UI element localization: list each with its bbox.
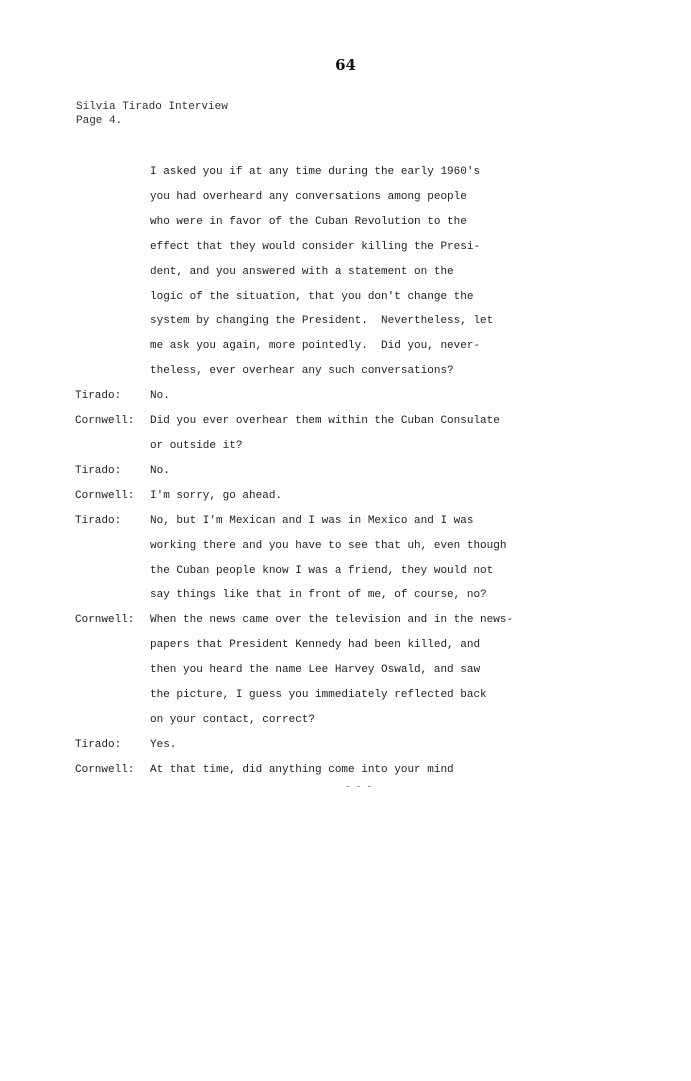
transcript-line: At that time, did anything come into your mind [150, 763, 454, 776]
transcript-line: you had overheard any conversations among people [150, 190, 467, 203]
transcript-entry [75, 459, 575, 484]
speaker-label: Tirado: [75, 738, 122, 751]
transcript-line: logic of the situation, that you don't change the [150, 290, 474, 303]
transcript-line: the Cuban people know I was a friend, they would not [150, 564, 494, 577]
transcript-line: on your contact, correct? [150, 713, 316, 726]
transcript-line: Yes. [150, 738, 177, 751]
transcript-line: then you heard the name Lee Harvey Oswald, and saw [150, 664, 481, 677]
transcript-line: No. [150, 390, 170, 403]
transcript-line: papers that President Kennedy had been killed, and [150, 639, 481, 652]
speaker-label: Cornwell: [75, 415, 135, 428]
page-footer-mark: - - - [345, 782, 373, 792]
transcript-line: I asked you if at any time during the early 1960's [150, 166, 481, 178]
speaker-label: Cornwell: [75, 489, 135, 502]
transcript-line: the picture, I guess you immediately reflected back [150, 689, 487, 702]
transcript-entry [75, 758, 575, 783]
transcript-entry [75, 608, 575, 733]
speaker-label: Tirado: [75, 390, 122, 403]
transcript-entry [75, 484, 575, 509]
transcript-line: say things like that in front of me, of course, no? [150, 589, 487, 602]
transcript-line: dent, and you answered with a statement on the [150, 265, 454, 278]
transcript-entry [75, 733, 575, 758]
transcript-line: I'm sorry, go ahead. [150, 489, 283, 502]
transcript-line: or outside it? [150, 439, 243, 452]
transcript-line: Did you ever overhear them within the Cuban Consulate [150, 415, 500, 428]
speaker-label: Tirado: [75, 514, 122, 527]
transcript-line: When the news came over the television and in the news- [150, 614, 514, 627]
transcript-line: who were in favor of the Cuban Revolution to the [150, 215, 467, 228]
transcript-line: No, but I'm Mexican and I was in Mexico and I was [150, 514, 474, 527]
transcript-line: working there and you have to see that uh, even though [150, 539, 507, 552]
speaker-label: Cornwell: [75, 614, 135, 627]
transcript-body [75, 160, 575, 783]
page-number: 64 [335, 56, 356, 74]
transcript-line: No. [150, 464, 170, 477]
transcript-entry [75, 160, 575, 384]
transcript-entry [75, 409, 575, 459]
transcript-line: system by changing the President. Nevertheless, let [150, 315, 494, 328]
transcript-line: me ask you again, more pointedly. Did you, never- [150, 340, 481, 353]
header-page: Page 4. [76, 115, 123, 127]
speaker-label: Tirado: [75, 464, 122, 477]
transcript-line: theless, ever overhear any such conversations? [150, 365, 454, 378]
header-title: Silvia Tirado Interview [76, 101, 228, 113]
transcript-line: effect that they would consider killing the Presi- [150, 240, 481, 253]
transcript-entry [75, 509, 575, 609]
document-header [76, 100, 228, 128]
transcript-entry [75, 384, 575, 409]
speaker-label: Cornwell: [75, 763, 135, 776]
